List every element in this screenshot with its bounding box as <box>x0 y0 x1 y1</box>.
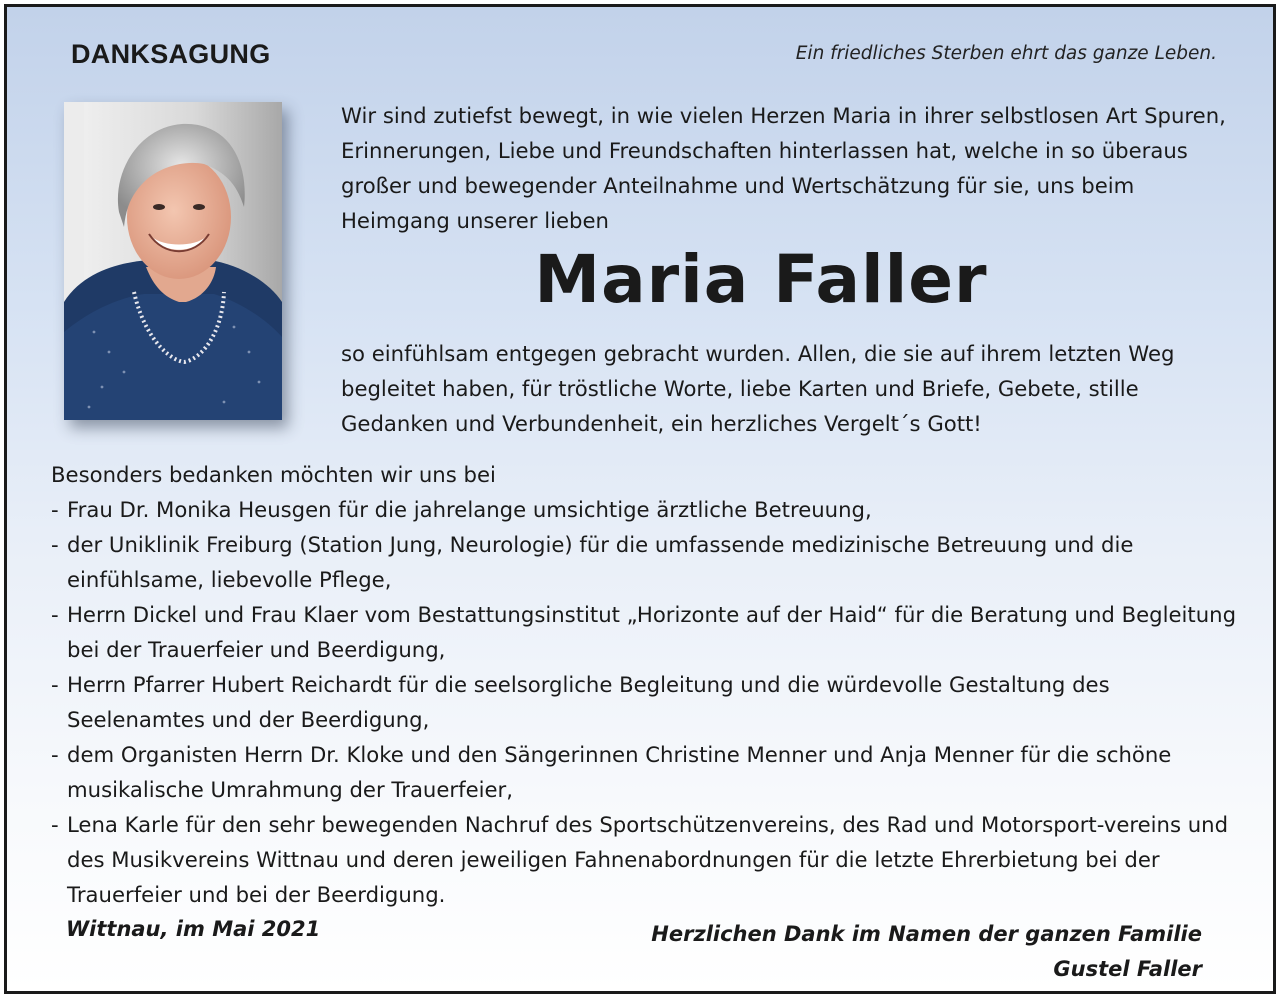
bullet-dash: - <box>51 672 59 697</box>
place-date: Wittnau, im Mai 2021 <box>66 917 321 941</box>
heading: DANKSAGUNG <box>71 39 271 69</box>
list-item <box>51 807 1251 912</box>
bullet-dash: - <box>51 602 59 627</box>
thanks-item-text: der Uniklinik Freiburg (Station Jung, Neurologie) für die umfassende medizinische Betreuung und die einfühlsame, liebevolle Pflege, <box>67 532 1134 592</box>
thanks-item-text: Frau Dr. Monika Heusgen für die jahrelange umsichtige ärztliche Betreuung, <box>67 497 872 522</box>
thanks-item-text: Lena Karle für den sehr bewegenden Nachruf des Sportschützenvereins, des Rad und Motorsport-vereins und des Musikvereins Wittnau und deren jeweiligen Fahnenabordnungen für die letzte Ehrerbietung bei der Trauerfeier und bei der Beerdigung. <box>67 812 1229 907</box>
intro-text: Wir sind zutiefst bewegt, in wie vielen Herzen Maria in ihrer selbstlosen Art Spuren, Erinnerungen, Liebe und Freundschaften hinterlassen hat, welche in so überaus großer und bewegender Anteilnahme und Wertschätzung für sie, uns beim Heimgang unserer lieben <box>341 103 1226 233</box>
bullet-dash: - <box>51 742 59 767</box>
thanks-intro: Besonders bedanken möchten wir uns bei <box>51 462 496 487</box>
bullet-dash: - <box>51 497 59 522</box>
list-item <box>51 492 1251 527</box>
thanks-item-text: Herrn Pfarrer Hubert Reichardt für die seelsorgliche Begleitung und die würdevolle Gestaltung des Seelenamtes und der Beerdigung, <box>67 672 1110 732</box>
motto: Ein friedliches Sterben ehrt das ganze Leben. <box>795 43 1217 64</box>
signature-line: Herzlichen Dank im Namen der ganzen Familie <box>651 922 1202 946</box>
signature-name: Gustel Faller <box>1053 957 1202 981</box>
bullet-dash: - <box>51 812 59 837</box>
bullet-dash: - <box>51 532 59 557</box>
deceased-name: Maria Faller <box>534 241 988 318</box>
thanks-list <box>51 492 1251 912</box>
list-item <box>51 737 1251 807</box>
list-item <box>51 597 1251 667</box>
obituary-card <box>4 4 1276 994</box>
list-item <box>51 527 1251 597</box>
signature-block <box>651 917 1202 987</box>
list-item <box>51 667 1251 737</box>
thanks-item-text: Herrn Dickel und Frau Klaer vom Bestattungsinstitut „Horizonte auf der Haid“ für die Beratung und Begleitung bei der Trauerfeier und Beerdigung, <box>67 602 1237 662</box>
portrait-photo <box>64 102 282 420</box>
closing-text: so einfühlsam entgegen gebracht wurden. Allen, die sie auf ihrem letzten Weg begleitet haben, für tröstliche Worte, liebe Karten und Briefe, Gebete, stille Gedanken und Verbundenheit, ein herzliches Vergelt´s Gott! <box>341 341 1175 436</box>
portrait-image <box>64 102 282 420</box>
thanks-item-text: dem Organisten Herrn Dr. Kloke und den Sängerinnen Christine Menner und Anja Menner für die schöne musikalische Umrahmung der Trauerfeier, <box>67 742 1172 802</box>
